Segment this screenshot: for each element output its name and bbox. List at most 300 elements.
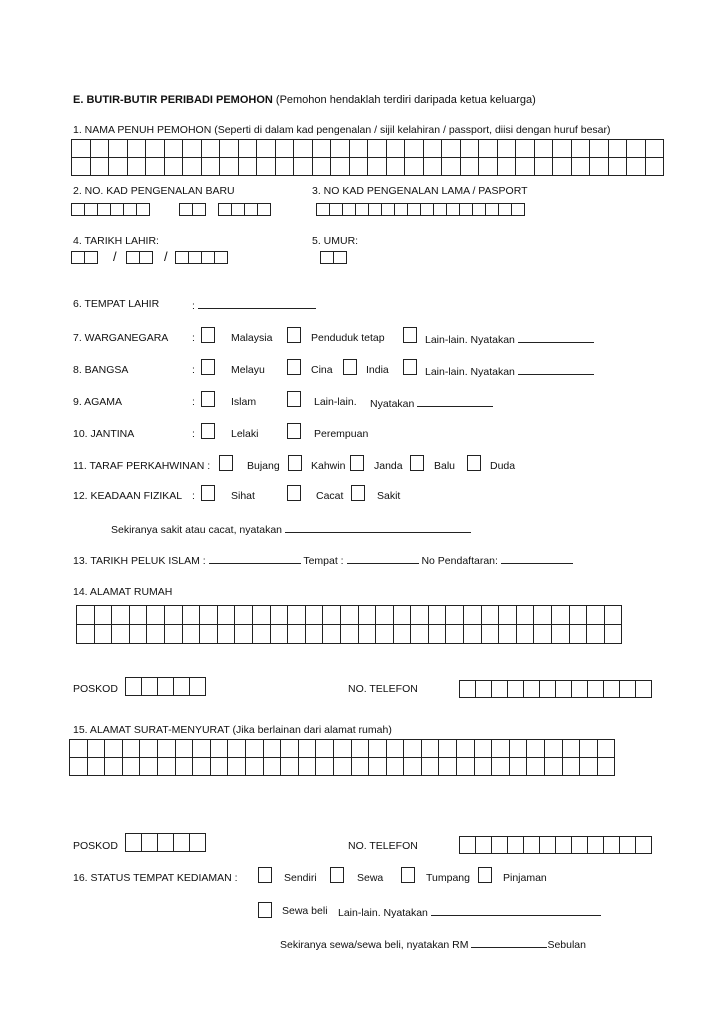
char-cell[interactable] — [571, 158, 590, 176]
char-cell[interactable] — [77, 606, 95, 625]
option-sakit: Sakit — [377, 490, 401, 502]
char-cell[interactable] — [228, 740, 246, 758]
checkbox-sakit[interactable] — [351, 485, 365, 501]
char-cell[interactable] — [220, 158, 239, 176]
char-cell[interactable] — [257, 140, 276, 158]
new-ic-part2[interactable] — [179, 203, 206, 216]
char-cell[interactable] — [627, 140, 646, 158]
char-cell[interactable] — [146, 140, 165, 158]
char-cell[interactable] — [349, 140, 368, 158]
postcode-label: POSKOD — [73, 683, 118, 695]
checkbox-janda[interactable] — [350, 455, 364, 471]
char-cell[interactable] — [305, 625, 323, 644]
char-cell[interactable] — [127, 140, 146, 158]
digit-cell[interactable] — [539, 680, 556, 698]
char-cell[interactable] — [112, 606, 130, 625]
old-ic-passport-field[interactable] — [316, 203, 525, 216]
home-address-grid[interactable] — [76, 605, 622, 644]
char-cell[interactable] — [235, 606, 253, 625]
char-cell[interactable] — [464, 606, 482, 625]
char-cell[interactable] — [105, 758, 123, 776]
char-cell[interactable] — [645, 158, 664, 176]
char-cell[interactable] — [182, 606, 200, 625]
char-cell[interactable] — [129, 606, 147, 625]
digit-cell[interactable] — [619, 680, 636, 698]
char-cell[interactable] — [288, 606, 306, 625]
char-cell[interactable] — [580, 758, 598, 776]
checkbox-sendiri[interactable] — [258, 867, 272, 883]
digit-cell[interactable] — [491, 836, 508, 854]
char-cell[interactable] — [127, 158, 146, 176]
char-cell[interactable] — [182, 625, 200, 644]
char-cell[interactable] — [534, 625, 552, 644]
q4-label: 4. TARIKH LAHIR: — [73, 235, 159, 247]
option-melayu: Melayu — [231, 364, 265, 376]
char-cell[interactable] — [552, 625, 570, 644]
option-tumpang: Tumpang — [426, 872, 470, 884]
char-cell[interactable] — [423, 140, 442, 158]
char-cell[interactable] — [175, 740, 193, 758]
char-cell[interactable] — [411, 625, 429, 644]
digit-cell[interactable] — [555, 836, 572, 854]
char-cell[interactable] — [217, 625, 235, 644]
digit-cell[interactable] — [635, 836, 652, 854]
char-cell[interactable] — [331, 158, 350, 176]
char-cell[interactable] — [499, 625, 517, 644]
digit-cell[interactable] — [619, 836, 636, 854]
age-field[interactable] — [320, 251, 347, 264]
char-cell[interactable] — [587, 606, 605, 625]
full-name-grid[interactable] — [71, 139, 664, 176]
q6-label: 6. TEMPAT LAHIR — [73, 298, 160, 310]
option-india: India — [366, 364, 389, 376]
q15-label: 15. ALAMAT SURAT-MENYURAT (Jika berlainan dari alamat rumah) — [73, 724, 392, 736]
char-cell[interactable] — [369, 740, 387, 758]
char-cell[interactable] — [281, 740, 299, 758]
char-cell[interactable] — [428, 606, 446, 625]
char-cell[interactable] — [312, 140, 331, 158]
char-cell[interactable] — [146, 158, 165, 176]
char-cell[interactable] — [316, 758, 334, 776]
char-cell[interactable] — [245, 740, 263, 758]
char-cell[interactable] — [516, 625, 534, 644]
char-cell[interactable] — [210, 740, 228, 758]
char-cell[interactable] — [238, 158, 257, 176]
char-cell[interactable] — [70, 758, 88, 776]
option-sihat: Sihat — [231, 490, 255, 502]
char-cell[interactable] — [608, 158, 627, 176]
specify-label: Nyatakan — [370, 396, 493, 410]
char-cell[interactable] — [90, 140, 109, 158]
char-cell[interactable] — [368, 158, 387, 176]
q10-label: 10. JANTINA — [73, 428, 135, 440]
char-cell[interactable] — [386, 758, 404, 776]
char-cell[interactable] — [597, 758, 615, 776]
postcode-label: POSKOD — [73, 840, 118, 852]
char-cell[interactable] — [122, 758, 140, 776]
char-cell[interactable] — [509, 740, 527, 758]
checkbox-perempuan[interactable] — [287, 423, 301, 439]
checkbox-india[interactable] — [343, 359, 357, 375]
char-cell[interactable] — [270, 625, 288, 644]
char-cell[interactable] — [193, 740, 211, 758]
specify-line[interactable] — [417, 396, 493, 407]
char-cell[interactable] — [580, 740, 598, 758]
checkbox-lelaki[interactable] — [201, 423, 215, 439]
colon: : — [192, 396, 195, 408]
char-cell[interactable] — [94, 625, 112, 644]
q9-label: 9. AGAMA — [73, 396, 123, 408]
char-cell[interactable] — [460, 140, 479, 158]
digit-cell[interactable] — [507, 836, 524, 854]
specify-line[interactable] — [431, 905, 601, 916]
checkbox-lain-lain[interactable] — [287, 391, 301, 407]
checkbox-kahwin[interactable] — [288, 455, 302, 471]
char-cell[interactable] — [193, 758, 211, 776]
char-cell[interactable] — [421, 740, 439, 758]
char-cell[interactable] — [516, 606, 534, 625]
char-cell[interactable] — [386, 140, 405, 158]
conversion-date-line[interactable] — [209, 553, 301, 564]
char-cell[interactable] — [442, 140, 461, 158]
checkbox-lain-lain[interactable] — [403, 327, 417, 343]
char-cell[interactable] — [534, 140, 553, 158]
q16-label: 16. STATUS TEMPAT KEDIAMAN : — [73, 872, 238, 884]
char-cell[interactable] — [439, 740, 457, 758]
char-cell[interactable] — [175, 758, 193, 776]
char-cell[interactable] — [220, 140, 239, 158]
checkbox-pinjaman[interactable] — [478, 867, 492, 883]
option-kahwin: Kahwin — [311, 460, 346, 472]
char-cell[interactable] — [252, 625, 270, 644]
char-cell[interactable] — [446, 625, 464, 644]
char-cell[interactable] — [460, 158, 479, 176]
mailing-phone-field[interactable] — [459, 836, 652, 854]
char-cell[interactable] — [164, 625, 182, 644]
option-lain-lain: Lain-lain. Nyatakan — [425, 332, 594, 346]
digit-cell[interactable] — [587, 836, 604, 854]
char-cell[interactable] — [393, 625, 411, 644]
char-cell[interactable] — [464, 625, 482, 644]
char-cell[interactable] — [351, 758, 369, 776]
char-cell[interactable] — [404, 740, 422, 758]
mailing-postcode-field[interactable] — [125, 833, 206, 852]
char-cell[interactable] — [446, 606, 464, 625]
char-cell[interactable] — [474, 758, 492, 776]
char-cell[interactable] — [105, 740, 123, 758]
checkbox-penduduk-tetap[interactable] — [287, 327, 301, 343]
char-cell[interactable] — [183, 158, 202, 176]
char-cell[interactable] — [316, 740, 334, 758]
char-cell[interactable] — [516, 158, 535, 176]
char-cell[interactable] — [323, 625, 341, 644]
char-cell[interactable] — [183, 140, 202, 158]
digit-cell[interactable] — [539, 836, 556, 854]
char-cell[interactable] — [157, 740, 175, 758]
char-cell[interactable] — [147, 606, 165, 625]
char-cell[interactable] — [298, 758, 316, 776]
char-cell[interactable] — [457, 740, 475, 758]
section-title: E. BUTIR-BUTIR PERIBADI PEMOHON (Pemohon hendaklah terdiri daripada ketua keluarga) — [73, 94, 536, 106]
char-cell[interactable] — [497, 140, 516, 158]
char-cell[interactable] — [590, 140, 609, 158]
char-cell[interactable] — [404, 758, 422, 776]
char-cell[interactable] — [217, 606, 235, 625]
char-cell[interactable] — [527, 758, 545, 776]
char-cell[interactable] — [552, 606, 570, 625]
colon: : — [192, 364, 195, 376]
dob-day[interactable] — [71, 251, 98, 264]
char-cell[interactable] — [305, 606, 323, 625]
char-cell[interactable] — [351, 740, 369, 758]
char-cell[interactable] — [627, 158, 646, 176]
char-cell[interactable] — [534, 158, 553, 176]
char-cell[interactable] — [294, 158, 313, 176]
home-phone-field[interactable] — [459, 680, 652, 698]
char-cell[interactable] — [571, 140, 590, 158]
char-cell[interactable] — [90, 158, 109, 176]
char-cell[interactable] — [479, 140, 498, 158]
char-cell[interactable] — [376, 625, 394, 644]
digit-cell[interactable] — [603, 680, 620, 698]
char-cell[interactable] — [140, 740, 158, 758]
char-cell[interactable] — [312, 158, 331, 176]
birthplace-line[interactable] — [198, 298, 316, 309]
char-cell[interactable] — [499, 606, 517, 625]
char-cell[interactable] — [457, 758, 475, 776]
char-cell[interactable] — [474, 740, 492, 758]
char-cell[interactable] — [298, 740, 316, 758]
specify-line[interactable] — [518, 332, 594, 343]
char-cell[interactable] — [481, 625, 499, 644]
char-cell[interactable] — [421, 758, 439, 776]
char-cell[interactable] — [235, 625, 253, 644]
char-cell[interactable] — [545, 740, 563, 758]
char-cell[interactable] — [604, 625, 622, 644]
specify-line[interactable] — [518, 364, 594, 375]
char-cell[interactable] — [340, 606, 358, 625]
digit-cell[interactable] — [587, 680, 604, 698]
checkbox-sewa[interactable] — [330, 867, 344, 883]
char-cell[interactable] — [109, 158, 128, 176]
option-sewa: Sewa — [357, 872, 384, 884]
char-cell[interactable] — [164, 158, 183, 176]
char-cell[interactable] — [288, 625, 306, 644]
digit-cell[interactable] — [571, 836, 588, 854]
char-cell[interactable] — [553, 140, 572, 158]
char-cell[interactable] — [481, 606, 499, 625]
rent-amount-line[interactable] — [471, 937, 547, 948]
q5-label: 5. UMUR: — [312, 235, 359, 247]
char-cell[interactable] — [645, 140, 664, 158]
char-cell[interactable] — [569, 625, 587, 644]
char-cell[interactable] — [201, 140, 220, 158]
char-cell[interactable] — [590, 158, 609, 176]
char-cell[interactable] — [275, 140, 294, 158]
checkbox-cacat[interactable] — [287, 485, 301, 501]
option-cina: Cina — [311, 364, 333, 376]
char-cell[interactable] — [294, 140, 313, 158]
char-cell[interactable] — [263, 740, 281, 758]
char-cell[interactable] — [323, 606, 341, 625]
digit-cell[interactable] — [459, 680, 476, 698]
checkbox-balu[interactable] — [410, 455, 424, 471]
char-cell[interactable] — [479, 158, 498, 176]
char-cell[interactable] — [87, 758, 105, 776]
char-cell[interactable] — [393, 606, 411, 625]
option-perempuan: Perempuan — [314, 428, 369, 440]
digit-cell[interactable] — [507, 680, 524, 698]
q7-label: 7. WARGANEGARA — [73, 332, 169, 344]
conversion-place-line[interactable] — [347, 553, 419, 564]
dob-month[interactable] — [126, 251, 153, 264]
checkbox-islam[interactable] — [201, 391, 215, 407]
option-sendiri: Sendiri — [284, 872, 317, 884]
digit-cell[interactable] — [475, 680, 492, 698]
char-cell[interactable] — [275, 158, 294, 176]
char-cell[interactable] — [497, 158, 516, 176]
char-cell[interactable] — [112, 625, 130, 644]
digit-cell[interactable] — [603, 836, 620, 854]
char-cell[interactable] — [386, 158, 405, 176]
char-cell[interactable] — [200, 625, 218, 644]
char-cell[interactable] — [405, 140, 424, 158]
char-cell[interactable] — [147, 625, 165, 644]
q14-label: 14. ALAMAT RUMAH — [73, 586, 173, 598]
digit-cell[interactable] — [491, 680, 508, 698]
digit-cell[interactable] — [555, 680, 572, 698]
char-cell[interactable] — [376, 606, 394, 625]
checkbox-cina[interactable] — [287, 359, 301, 375]
char-cell[interactable] — [545, 758, 563, 776]
digit-cell[interactable] — [523, 680, 540, 698]
q11-label: 11. TARAF PERKAHWINAN : — [73, 460, 211, 472]
checkbox-lain-lain[interactable] — [403, 359, 417, 375]
char-cell[interactable] — [439, 758, 457, 776]
char-cell[interactable] — [252, 606, 270, 625]
char-cell[interactable] — [423, 158, 442, 176]
char-cell[interactable] — [587, 625, 605, 644]
char-cell[interactable] — [210, 758, 228, 776]
char-cell[interactable] — [368, 140, 387, 158]
char-cell[interactable] — [553, 158, 572, 176]
dob-year[interactable] — [175, 251, 228, 264]
q1-label: 1. NAMA PENUH PEMOHON (Seperti di dalam kad pengenalan / sijil kelahiran / passport, diisi dengan huruf besar) — [73, 124, 611, 136]
char-cell[interactable] — [369, 758, 387, 776]
digit-cell[interactable] — [459, 836, 476, 854]
char-cell[interactable] — [608, 140, 627, 158]
checkbox-bujang[interactable] — [219, 455, 233, 471]
checkbox-tumpang[interactable] — [401, 867, 415, 883]
q12-followup: Sekiranya sakit atau cacat, nyatakan — [111, 522, 471, 536]
char-cell[interactable] — [201, 158, 220, 176]
option-duda: Duda — [490, 460, 516, 472]
q2-label: 2. NO. KAD PENGENALAN BARU — [73, 185, 235, 197]
checkbox-sihat[interactable] — [201, 485, 215, 501]
char-cell[interactable] — [331, 140, 350, 158]
option-janda: Janda — [374, 460, 403, 472]
char-cell[interactable] — [122, 740, 140, 758]
char-cell[interactable] — [442, 158, 461, 176]
char-cell[interactable] — [270, 606, 288, 625]
char-cell[interactable] — [358, 625, 376, 644]
char-cell[interactable] — [386, 740, 404, 758]
char-cell[interactable] — [77, 625, 95, 644]
option-lelaki: Lelaki — [231, 428, 259, 440]
char-cell[interactable] — [527, 740, 545, 758]
char-cell[interactable] — [129, 625, 147, 644]
char-cell[interactable] — [263, 758, 281, 776]
home-postcode-field[interactable] — [125, 677, 206, 696]
char-cell[interactable] — [358, 606, 376, 625]
new-ic-part1[interactable] — [71, 203, 150, 216]
registration-no-line[interactable] — [501, 553, 573, 564]
char-cell[interactable] — [157, 758, 175, 776]
char-cell[interactable] — [411, 606, 429, 625]
char-cell[interactable] — [164, 606, 182, 625]
char-cell[interactable] — [257, 158, 276, 176]
char-cell[interactable] — [405, 158, 424, 176]
char-cell[interactable] — [72, 140, 91, 158]
checkbox-sewa-beli[interactable] — [258, 902, 272, 918]
char-cell[interactable] — [333, 740, 351, 758]
char-cell[interactable] — [428, 625, 446, 644]
char-cell[interactable] — [516, 140, 535, 158]
colon: : — [192, 490, 195, 502]
char-cell[interactable] — [281, 758, 299, 776]
checkbox-malaysia[interactable] — [201, 327, 215, 343]
char-cell[interactable] — [534, 606, 552, 625]
mailing-address-grid[interactable] — [69, 739, 615, 776]
char-cell[interactable] — [72, 158, 91, 176]
option-cacat: Cacat — [316, 490, 344, 502]
char-cell[interactable] — [228, 758, 246, 776]
char-cell[interactable] — [562, 758, 580, 776]
char-cell[interactable] — [492, 758, 510, 776]
checkbox-duda[interactable] — [467, 455, 481, 471]
char-cell[interactable] — [597, 740, 615, 758]
char-cell[interactable] — [94, 606, 112, 625]
digit-cell[interactable] — [523, 836, 540, 854]
specify-line[interactable] — [285, 522, 471, 533]
char-cell[interactable] — [569, 606, 587, 625]
char-cell[interactable] — [245, 758, 263, 776]
char-cell[interactable] — [200, 606, 218, 625]
q13-row: 13. TARIKH PELUK ISLAM : Tempat : No Pendaftaran: — [73, 553, 573, 567]
option-lain-lain: Lain-lain. — [314, 396, 357, 408]
char-cell[interactable] — [109, 140, 128, 158]
char-cell[interactable] — [87, 740, 105, 758]
char-cell[interactable] — [492, 740, 510, 758]
checkbox-melayu[interactable] — [201, 359, 215, 375]
new-ic-part3[interactable] — [218, 203, 271, 216]
char-cell[interactable] — [70, 740, 88, 758]
q8-label: 8. BANGSA — [73, 364, 129, 376]
char-cell[interactable] — [562, 740, 580, 758]
char-cell[interactable] — [340, 625, 358, 644]
char-cell[interactable] — [333, 758, 351, 776]
digit-cell[interactable] — [635, 680, 652, 698]
digit-cell[interactable] — [571, 680, 588, 698]
char-cell[interactable] — [238, 140, 257, 158]
digit-cell[interactable] — [475, 836, 492, 854]
q16-followup: Sekiranya sewa/sewa beli, nyatakan RM Sebulan — [280, 939, 586, 951]
char-cell[interactable] — [140, 758, 158, 776]
char-cell[interactable] — [349, 158, 368, 176]
char-cell[interactable] — [604, 606, 622, 625]
char-cell[interactable] — [509, 758, 527, 776]
char-cell[interactable] — [164, 140, 183, 158]
